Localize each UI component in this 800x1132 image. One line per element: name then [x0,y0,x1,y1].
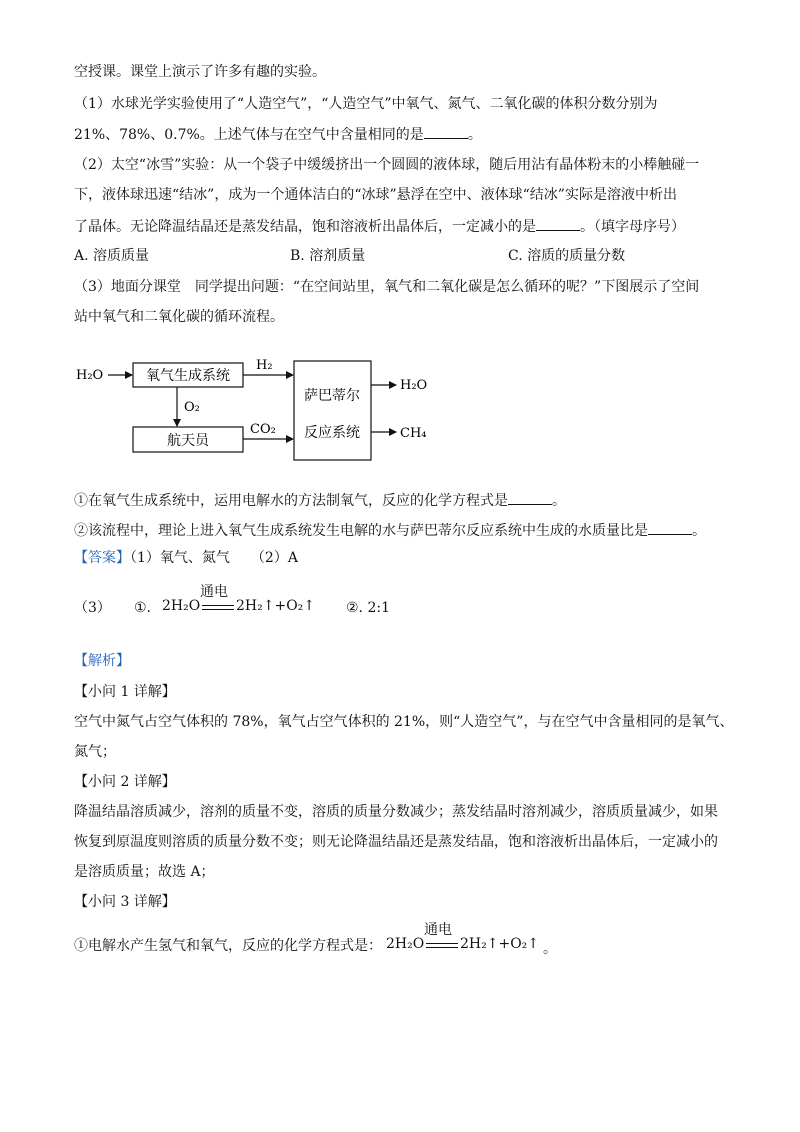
answer-blank [424,124,468,139]
explanation-line: 是溶质质量；故选 A； [74,864,215,880]
sabatier-label-1: 萨巴蒂尔 [304,388,360,404]
astronaut-label: 航天员 [167,433,209,449]
question-text: 了晶体。无论降温结晶还是蒸发结晶，饱和溶液析出晶体后，一定减小的是 [74,219,536,235]
equals-sign [202,605,234,610]
oxygen-generation-label: 氧气生成系统 [146,368,230,384]
co2-label: CO₂ [250,422,276,437]
option-c: C. 溶质的质量分数 [508,248,626,264]
equation-end-punct: 。 [543,941,557,957]
answer-blank [536,216,580,231]
equation-condition: 通电 [424,922,452,938]
sub-heading: 【小问 1 详解】 [74,684,176,700]
equation-left: 2H₂O [162,598,201,614]
water-output-label: H₂O [400,378,428,393]
sub-heading: 【小问 2 详解】 [74,774,176,790]
question-1-line: （1）水球光学实验使用了“人造空气”，“人造空气”中氧气、氮气、二氧化碳的体积分数分别为 [74,96,658,112]
answer-label: 【答案】 [74,550,130,566]
question-text: 。（填字母序号） [580,219,685,235]
question-2-line [74,216,685,237]
answer-text: （1）氧气、氮气 （2）A [130,550,298,566]
explanation-line: ①电解水产生氢气和氧气，反应的化学方程式是： [74,938,382,954]
explanation-line: 空气中氮气占空气体积的 78%，氧气占空气体积的 21%，则“人造空气”，与在空气中含量相同的是氧气、 [74,714,734,730]
o2-label: O₂ [184,400,200,415]
equation-left: 2H₂O [386,936,425,952]
question-text: 21%、78%、0.7%。上述气体与在空气中含量相同的是 [74,127,424,143]
equation-right: 2H₂↑+O₂↑ [460,936,540,952]
question-text: ②该流程中，理论上进入氧气生成系统发生电解的水与萨巴蒂尔反应系统中生成的水质量比是 [74,523,648,539]
question-2-line: （2）太空“冰雪”实验：从一个袋子中缓缓挤出一个圆圆的液体球，随后用沾有晶体粉末的小棒触碰一 [74,157,700,173]
answer-3-circle-2: ②. 2:1 [346,600,390,616]
question-text: ①在氧气生成系统中，运用电解水的方法制氧气，反应的化学方程式是 [74,493,508,509]
cycle-flow-diagram [70,348,450,468]
sub-question-1 [74,490,566,511]
answer-blank [648,520,692,535]
question-text: 。 [692,523,706,539]
water-input-label: H₂O [76,368,104,383]
answer-equation [160,583,340,623]
option-b: B. 溶剂质量 [290,248,366,264]
question-1-line [74,124,482,145]
equals-sign [426,943,458,948]
question-3-line: （3）地面分课堂 同学提出问题：“在空间站里，氧气和二氧化碳是怎么循环的呢？”下图展示了空间 [74,279,700,295]
explanation-line: 降温结晶溶质减少，溶剂的质量不变，溶质的质量分数减少；蒸发结晶时溶剂减少，溶质质量减少，如果 [74,804,718,820]
explanation-line: 恢复到原温度则溶质的质量分数不变；则无论降温结晶还是蒸发结晶，饱和溶液析出晶体后，一定减小的 [74,834,718,850]
answer-line [74,548,298,568]
explanation-equation [384,921,559,961]
explanation-line: 氮气； [74,744,116,760]
text-line: 空授课。课堂上演示了许多有趣的实验。 [74,64,326,80]
answer-3-number: （3） [74,600,111,616]
h2-label: H₂ [256,358,273,373]
question-2-line: 下，液体球迅速“结冰”，成为一个通体洁白的“冰球”悬浮在空中、液体球“结冰”实际是溶液中析出 [74,187,677,203]
equation-condition: 通电 [200,584,228,600]
equation-right: 2H₂↑+O₂↑ [236,598,316,614]
analysis-label: 【解析】 [74,653,130,669]
methane-output-label: CH₄ [400,426,427,441]
question-text: 。 [552,493,566,509]
sub-heading: 【小问 3 详解】 [74,894,176,910]
sabatier-label-2: 反应系统 [304,425,360,441]
question-3-line: 站中氧气和二氧化碳的循环流程。 [74,309,284,325]
answer-blank [508,490,552,505]
answer-3-circle-1: ①. [134,600,152,616]
question-text: 。 [467,127,482,143]
option-a: A. 溶质质量 [74,248,150,264]
sub-question-2 [74,520,706,541]
sabatier-box [294,361,371,460]
